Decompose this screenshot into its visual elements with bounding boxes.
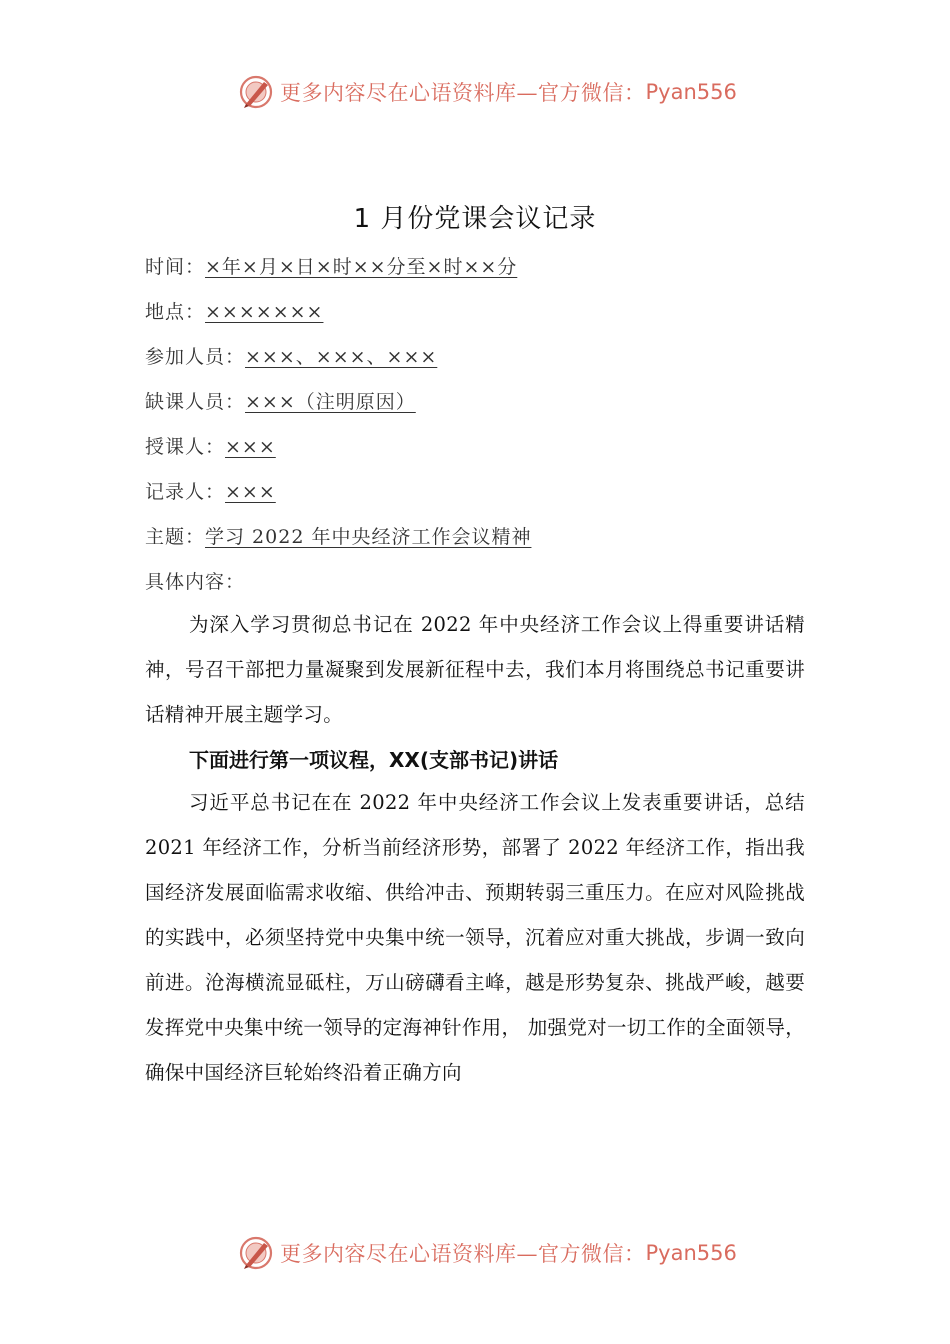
watermark-bottom <box>238 1233 737 1273</box>
pen-logo-icon <box>238 74 274 110</box>
intro-paragraph: 为深入学习贯彻总书记在 2022 年中央经济工作会议上得重要讲话精神，号召干部把力量凝聚到发展新征程中去，我们本月将围绕总书记重要讲话精神开展主题学习。 <box>145 613 805 726</box>
meta-attendees <box>145 342 437 369</box>
meta-lecturer <box>145 432 276 459</box>
pen-logo-icon <box>238 1235 274 1271</box>
meta-topic <box>145 522 531 549</box>
watermark-top <box>238 72 737 112</box>
watermark-wechat-id: Pyan556 <box>645 80 737 104</box>
meta-value: ××× <box>225 436 276 458</box>
watermark-text: 更多内容尽在心语资料库—官方微信： <box>280 1242 646 1266</box>
meta-recorder <box>145 477 276 504</box>
meta-label: 记录人： <box>145 481 226 503</box>
watermark-wechat-id: Pyan556 <box>645 1241 737 1265</box>
meta-label: 时间： <box>145 256 206 278</box>
meta-value: ××× <box>225 481 276 503</box>
meta-value: 学习 2022 年中央经济工作会议精神 <box>205 526 532 548</box>
body-paragraph: 习近平总书记在在 2022 年中央经济工作会议上发表重要讲话，总结 2021 年经济工作，分析当前经济形势，部署了 2022 年经济工作，指出我国经济发展面临需求收缩、供给冲击、预期转弱三重压力。在应对风险挑战的实践中，必须坚持党中央集中统一领导，沉着应对重大挑战，步调一致向前进。沧海横流显砥柱，万山磅礴看主峰，越是形势复杂、挑战严峻，越要发挥党中央集中统一领导的定海神针作用， 加强党对一切工作的全面领导，确保中国经济巨轮始终沿着正确方向 <box>145 791 805 1084</box>
meta-label: 授课人： <box>145 436 226 458</box>
page-title: 1 月份党课会议记录 <box>353 204 597 234</box>
watermark-text: 更多内容尽在心语资料库—官方微信： <box>280 81 646 105</box>
meta-absentees <box>145 387 416 414</box>
meta-value: ×××（注明原因） <box>245 391 416 413</box>
meta-content <box>145 567 245 594</box>
meta-value: ×××、×××、××× <box>245 346 438 368</box>
meta-label: 具体内容： <box>145 571 246 593</box>
meta-label: 地点： <box>145 301 206 323</box>
meta-value: ××××××× <box>205 301 324 323</box>
meta-label: 主题： <box>145 526 206 548</box>
agenda-heading: 下面进行第一项议程，XX(支部书记)讲话 <box>189 748 559 772</box>
meta-location <box>145 297 323 324</box>
meta-label: 缺课人员： <box>145 391 246 413</box>
meta-value: ×年×月×日×时××分至×时××分 <box>205 256 518 278</box>
meta-label: 参加人员： <box>145 346 246 368</box>
meta-time <box>145 252 517 279</box>
